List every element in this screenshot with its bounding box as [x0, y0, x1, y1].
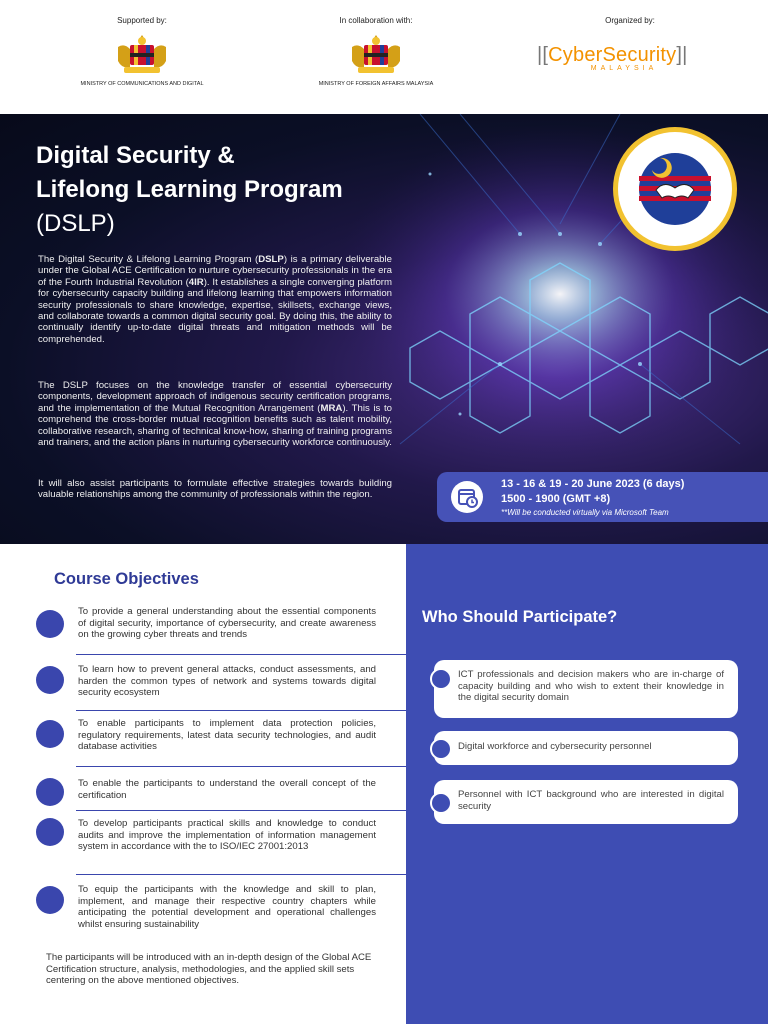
attack-prevention-icon	[36, 666, 64, 694]
divider	[76, 654, 426, 655]
lightbulb-gear-icon	[36, 610, 64, 638]
cybersecurity-malaysia-logo	[537, 44, 711, 76]
schedule-time: 1500 - 1900 (GMT +8)	[501, 493, 611, 505]
participant-card	[434, 780, 738, 824]
hero-title	[36, 139, 343, 241]
head-gear-icon	[430, 792, 452, 814]
ministry-name: MINISTRY OF FOREIGN AFFAIRS MALAYSIA	[318, 81, 434, 87]
head-gear-icon	[430, 668, 452, 690]
supported-by-caption: Supported by:	[117, 16, 167, 25]
cs-brand-text: |[CyberSecurity]|	[537, 44, 688, 66]
objective-text: To enable participants to implement data protection policies, regulatory requirements, latest data security technologies, and audit database activities	[78, 718, 376, 753]
ministry-name: MINISTRY OF COMMUNICATIONS AND DIGITAL	[80, 81, 204, 87]
objective-text: To provide a general understanding about the essential components of digital security, importance of cybersecurity, and create awareness on the growing cyber threats and trends	[78, 606, 376, 641]
malaysia-crest-icon	[110, 33, 174, 79]
title-line-1: Digital Security &	[36, 142, 235, 169]
certificate-person-icon	[36, 778, 64, 806]
organized-by-caption: Organized by:	[605, 16, 655, 25]
schedule-dates: 13 - 16 & 19 - 20 June 2023 (6 days)	[501, 478, 685, 490]
title-abbreviation: (DSLP)	[36, 210, 115, 237]
participant-text: Digital workforce and cybersecurity personnel	[458, 741, 652, 752]
malaysia-crest-icon	[344, 33, 408, 79]
lightbulb-icon	[36, 886, 64, 914]
shield-check-icon	[36, 720, 64, 748]
gear-person-icon	[36, 818, 64, 846]
cs-brand-sub: MALAYSIA	[590, 65, 658, 72]
intro-paragraph-1: The Digital Security & Lifelong Learning Program (DSLP) is a primary deliverable under the Global ACE Certification to nurture cybersecurity professionals in the era of the Fourth Industrial Revolution (4IR). It establishes a single converging platform for cybersecurity capacity building and lifelong learning that empowers information security professionals to share knowledge, expertise, skillsets, exchange views, and collaborate towards a common digital security goal. By doing this, the ability to continually identify up-to-date digital threats and mitigation methods will be comprehended.	[38, 254, 392, 345]
organized-by-block	[530, 16, 730, 33]
divider	[76, 874, 426, 875]
participant-text: Personnel with ICT background who are interested in digital security	[458, 789, 724, 812]
sponsor-bar	[0, 0, 768, 114]
objective-text: To develop participants practical skills and knowledge to conduct audits and improve the implementation of information management system in accordance with the to ISO/IEC 27001:2013	[78, 818, 376, 853]
who-should-participate-title: Who Should Participate?	[422, 608, 618, 626]
divider	[76, 766, 426, 767]
who-should-participate-panel	[406, 544, 768, 1024]
head-gear-icon	[430, 738, 452, 760]
mtcp-badge-logo	[612, 126, 738, 252]
participant-card	[434, 731, 738, 765]
objective-text: To equip the participants with the knowledge and skill to plan, implement, and manage their respective country chapters while anticipating the potential development and operational challenges whilst ensuring sustainability	[78, 884, 376, 930]
objectives-closing-text: The participants will be introduced with an in-depth design of the Global ACE Certification structure, analysis, methodologies, and the applied skill sets centering on the above mentioned objectives.	[46, 952, 372, 987]
course-objectives-title: Course Objectives	[54, 570, 199, 588]
participant-card	[434, 660, 738, 718]
collaboration-caption: In collaboration with:	[339, 16, 413, 25]
objective-text: To enable the participants to understand the overall concept of the certification	[78, 778, 376, 801]
intro-paragraph-3: It will also assist participants to formulate effective strategies towards building valuable relationships among the community of professionals within the region.	[38, 478, 392, 501]
collaboration-block	[276, 16, 476, 87]
hero-section	[0, 114, 768, 544]
intro-paragraph-2: The DSLP focuses on the knowledge transfer of essential cybersecurity components, development approach of indigenous security certification programs, and the implementation of the Mutual Recognition Arrangement (MRA). This is to comprehend the cross-border mutual recognition benefits such as talent mobility, collaborative research, sharing of technical know-how, sharing of training programs and trainers, and the action plans in nurturing cybersecurity workforce continuously.	[38, 380, 392, 449]
schedule-note: **Will be conducted virtually via Microsoft Team	[501, 508, 669, 517]
objective-text: To learn how to prevent general attacks, conduct assessments, and harden the common types of network and systems towards digital security ecosystem	[78, 664, 376, 699]
divider	[76, 810, 426, 811]
calendar-clock-icon	[451, 481, 483, 513]
divider	[76, 710, 426, 711]
title-line-2: Lifelong Learning Program	[36, 176, 343, 203]
schedule-box	[437, 472, 768, 522]
participant-text: ICT professionals and decision makers who are in-charge of capacity building and who wish to extent their knowledge in the digital security domain	[458, 669, 724, 704]
supported-by-block	[42, 16, 242, 87]
